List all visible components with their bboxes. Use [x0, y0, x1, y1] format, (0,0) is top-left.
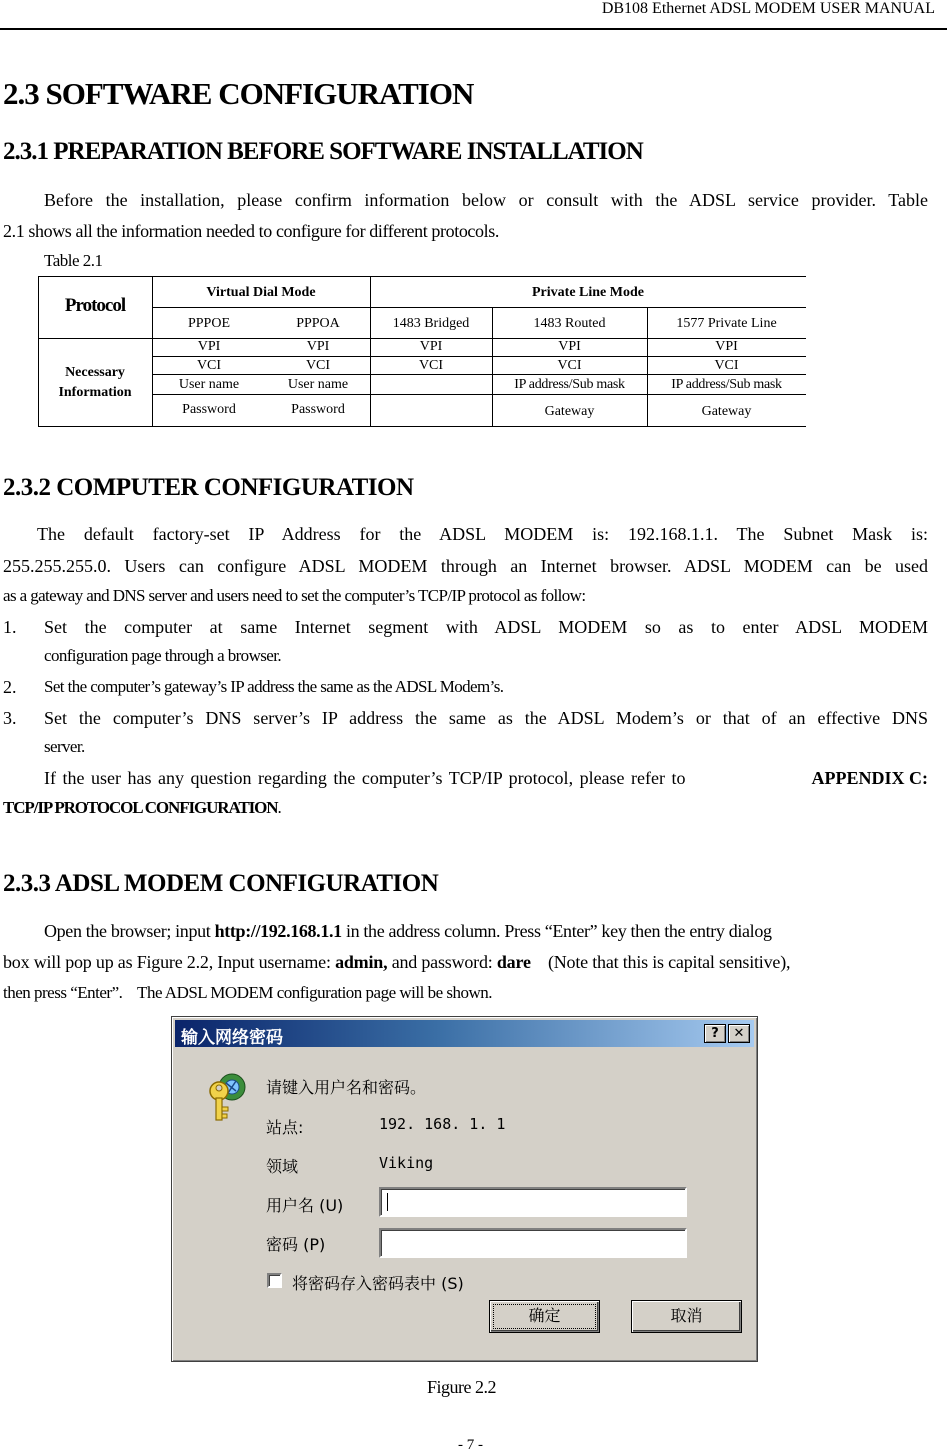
appendix-reference: APPENDIX C:	[811, 768, 928, 788]
appendix-reference-title: TCP/IP PROTOCOL CONFIGURATION	[3, 798, 278, 817]
private-line-mode-header: Private Line Mode	[532, 285, 644, 300]
note-line-1	[44, 768, 928, 789]
table-cell: VPI	[419, 339, 443, 354]
prep-paragraph-line-2: 2.1 shows all the information needed to configure for different protocols.	[3, 221, 499, 241]
ok-button[interactable]: 确定	[489, 1300, 600, 1333]
subsection-title-preparation: 2.3.1 PREPARATION BEFORE SOFTWARE INSTALLATION	[3, 138, 643, 165]
list-number: 2.	[3, 677, 17, 697]
default-password: dare	[496, 952, 531, 972]
table-cell: User name	[287, 377, 349, 392]
text: Open the browser; input	[44, 921, 215, 941]
remember-password-label[interactable]: 将密码存入密码表中 (S)	[292, 1274, 464, 1293]
protocol-pppoe: PPPOE	[187, 316, 231, 331]
text: in the address column. Press “Enter” key then the entry dialog	[341, 921, 772, 941]
table-cell: VPI	[715, 339, 738, 354]
site-value: 192. 168. 1. 1	[379, 1115, 506, 1133]
dialog-prompt: 请键入用户名和密码。	[266, 1078, 427, 1097]
realm-label: 领域	[266, 1157, 299, 1176]
computer-intro-line-3: as a gateway and DNS server and users need to set the computer’s TCP/IP protocol as follow:	[3, 586, 586, 605]
text-caret	[387, 1193, 388, 1211]
cancel-button[interactable]: 取消	[631, 1300, 742, 1333]
computer-intro-line-2: 255.255.255.0. Users can configure ADSL MODEM through an Internet browser. ADSL MODEM can be used	[3, 556, 928, 576]
password-label: 密码 (P)	[266, 1235, 326, 1254]
protocol-pppoa: PPPOA	[296, 316, 340, 331]
prep-paragraph-line-1: Before the installation, please confirm information below or consult with the ADSL service provider. Table	[44, 190, 928, 210]
modem-line-1	[44, 921, 772, 942]
modem-line-3: then press “Enter”. The ADSL MODEM configuration page will be shown.	[3, 983, 493, 1002]
header-rule	[0, 28, 947, 30]
table-cell: VCI	[305, 358, 331, 373]
subsection-title-modem: 2.3.3 ADSL MODEM CONFIGURATION	[3, 870, 439, 897]
table-cell: VCI	[418, 358, 444, 373]
table-cell: Gateway	[701, 404, 752, 419]
protocol-1483-bridged: 1483 Bridged	[392, 316, 470, 331]
table-cell: Gateway	[544, 404, 595, 419]
username-field[interactable]	[379, 1187, 687, 1217]
note-line-2	[3, 798, 281, 818]
modem-line-2	[3, 952, 790, 973]
list-item-1-line-2: configuration page through a browser.	[44, 646, 281, 665]
running-header: DB108 Ethernet ADSL MODEM USER MANUAL	[601, 0, 935, 17]
dialog-title: 输入网络密码	[181, 1028, 283, 1048]
table-cell: IP address/Sub mask	[514, 377, 625, 392]
list-item-3-line-1: Set the computer’s DNS server’s IP address the same as the ADSL Modem’s or that of an effective DNS	[44, 708, 928, 728]
protocol-info-table	[38, 276, 806, 427]
computer-intro-line-1: The default factory-set IP Address for the ADSL MODEM is: 192.168.1.1. The Subnet Mask is:	[37, 524, 928, 544]
table-cell: VPI	[197, 339, 221, 354]
dialog-titlebar[interactable]	[175, 1020, 754, 1047]
close-button[interactable]: ✕	[728, 1024, 750, 1043]
list-item-3-line-2: server.	[44, 737, 85, 756]
text: (Note that this is capital sensitive),	[530, 952, 791, 972]
table-cell: VPI	[306, 339, 330, 354]
protocol-header: Protocol	[64, 295, 126, 316]
note-end: .	[277, 798, 281, 817]
section-title: 2.3 SOFTWARE CONFIGURATION	[3, 76, 474, 111]
remember-password-checkbox[interactable]	[267, 1273, 282, 1288]
table-cell: VCI	[557, 358, 582, 373]
table-cell: Password	[291, 402, 345, 417]
necessary-label-1: Necessary	[65, 365, 125, 380]
page-number: - 7 -	[458, 1437, 483, 1453]
site-label: 站点:	[266, 1118, 304, 1137]
network-password-dialog	[171, 1016, 758, 1362]
list-number: 1.	[3, 617, 17, 637]
note-text: If the user has any question regarding the computer’s TCP/IP protocol, please refer to	[44, 768, 686, 788]
subsection-title-computer: 2.3.2 COMPUTER CONFIGURATION	[3, 474, 414, 501]
table-cell: VCI	[196, 358, 222, 373]
list-item-1-line-1: Set the computer at same Internet segment with ADSL MODEM so as to enter ADSL MODEM	[44, 617, 928, 637]
username-label: 用户名 (U)	[266, 1196, 344, 1215]
modem-url: http://192.168.1.1	[214, 921, 342, 941]
text: box will pop up as Figure 2.2, Input username:	[3, 952, 336, 972]
list-number: 3.	[3, 708, 17, 728]
default-username: admin,	[335, 952, 388, 972]
key-icon	[206, 1069, 256, 1125]
password-field[interactable]	[379, 1228, 687, 1258]
realm-value: Viking	[379, 1154, 434, 1172]
protocol-1577-private-line: 1577 Private Line	[676, 316, 777, 331]
list-item-2-line-1: Set the computer’s gateway’s IP address the same as the ADSL Modem’s.	[44, 677, 504, 696]
text: and password:	[387, 952, 497, 972]
virtual-dial-mode-header: Virtual Dial Mode	[206, 285, 316, 300]
table-caption: Table 2.1	[44, 251, 103, 270]
table-cell: VPI	[558, 339, 581, 354]
necessary-label-2: Information	[58, 385, 132, 400]
table-cell: Password	[182, 402, 236, 417]
table-cell: User name	[178, 377, 240, 392]
table-cell: IP address/Sub mask	[671, 377, 782, 392]
protocol-1483-routed: 1483 Routed	[533, 316, 606, 331]
figure-caption: Figure 2.2	[427, 1377, 496, 1397]
table-cell: VCI	[714, 358, 739, 373]
help-button[interactable]: ?	[704, 1024, 726, 1043]
